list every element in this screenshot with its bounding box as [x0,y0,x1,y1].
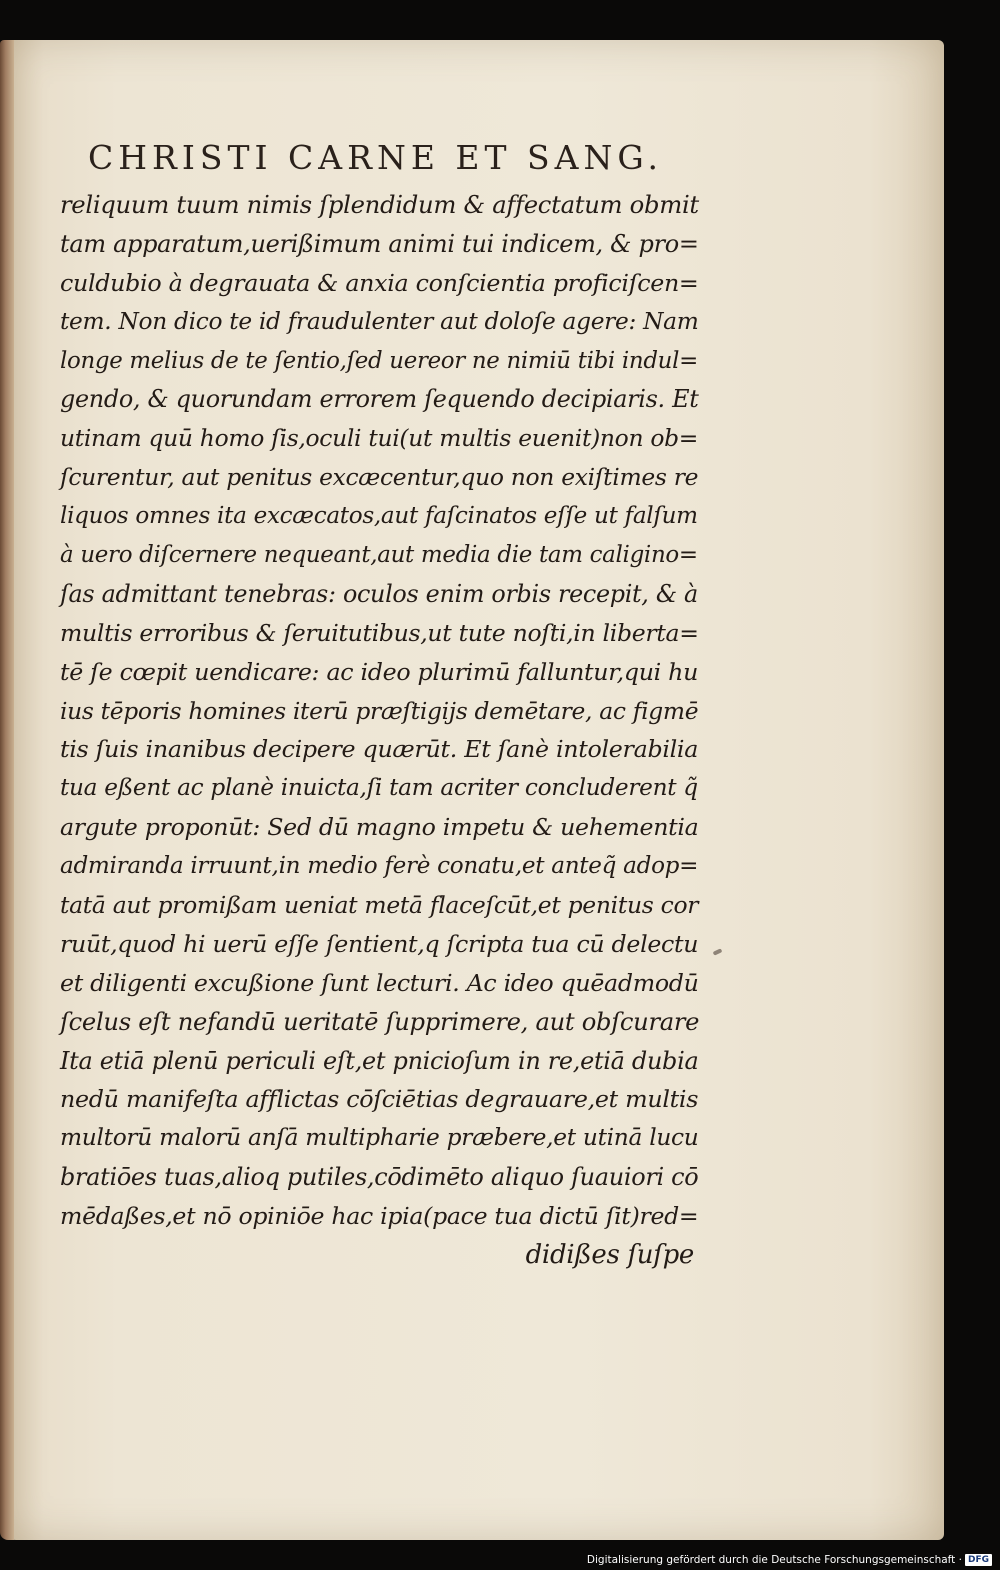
text-line: tam apparatum,uerißimum animi tui indicem, & pro= [60,229,699,258]
text-line: tē ſe cœpit uendicare: ac ideo plurimū falluntur,qui hu [60,657,699,686]
catchword-line: didißes ſuſpe [525,1240,694,1271]
text-line: multorū malorū anſā multipharie præbere,et utinā lucu [60,1124,699,1152]
credit-text: Digitalisierung gefördert durch die Deutsche Forschungsgemeinschaft · [586,1554,962,1566]
binding-edge [0,40,14,1540]
text-line: nedū manifeſta afflictas cōſciētias degrauare,et multis [60,1085,699,1114]
text-line: liquos omnes ita excæcatos,aut faſcinatos eſſe ut falſum [60,503,698,530]
text-line: bratiōes tuas,alioq putiles,cōdimēto aliquo ſuauiori cō [60,1163,699,1192]
text-line: Ita etiā plenū periculi eſt,et pnicioſum in re,etiā dubia [60,1046,699,1075]
text-line: ſcelus eſt nefandū ueritatē ſupprimere, aut obſcurare [60,1007,700,1036]
text-line: culdubio à degrauata & anxia conſcientia proficiſcen= [60,268,699,297]
text-line: longe melius de te ſentio,ſed uereor ne nimiū tibi indul= [60,347,698,374]
text-line: admiranda irruunt,in medio ferè conatu,et anteq̃ adop= [60,853,699,880]
text-line: multis erroribus & ſeruitutibus,ut tute noſti,in liberta= [60,618,699,647]
text-line: reliquum tuum nimis ſplendidum & affectatum obmit [60,190,699,219]
text-line: tis ſuis inanibus decipere quærūt. Et ſanè intolerabilia [60,735,699,764]
digitization-credit [587,1554,992,1566]
text-line: à uero diſcernere nequeant,aut media die tam caligino= [60,542,698,569]
text-line: ius tēporis homines iterū præſtigijs demētare, ac figmē [60,696,699,725]
dfg-logo-icon: DFG [965,1554,992,1566]
text-line: gendo, & quorundam errorem ſequendo decipiaris. Et [60,385,699,414]
body-text [60,186,700,1275]
text-line: utinam quū homo ſis,oculi tui(ut multis euenit)non ob= [60,424,699,453]
text-line: ſcurentur, aut penitus excæcentur,quo non exiſtimes re [60,463,699,492]
text-line: argute proponūt: Sed dū magno impetu & uehementia [60,813,699,842]
text-line: ruūt,quod hi uerū eſſe ſentient,q ſcripta tua cū delectu [60,929,699,958]
text-line: tatā aut promißam ueniat metā flaceſcūt,et penitus cor [60,891,699,920]
text-line: mēdaßes,et nō opiniōe hac ipia(pace tua dictū ſit)red= [60,1202,699,1231]
text-line: tem. Non dico te id fraudulenter aut doloſe agere: Nam [60,307,699,335]
text-line: et diligenti excußione ſunt lecturi. Ac ideo quēadmodū [60,968,699,997]
text-line: tua eßent ac planè inuicta,ſi tam acriter concluderent q̃ [60,774,698,802]
running-head: CHRISTI CARNE ET SANG. [88,138,664,177]
text-line: ſas admittant tenebras: oculos enim orbis recepit, & à [60,579,698,608]
